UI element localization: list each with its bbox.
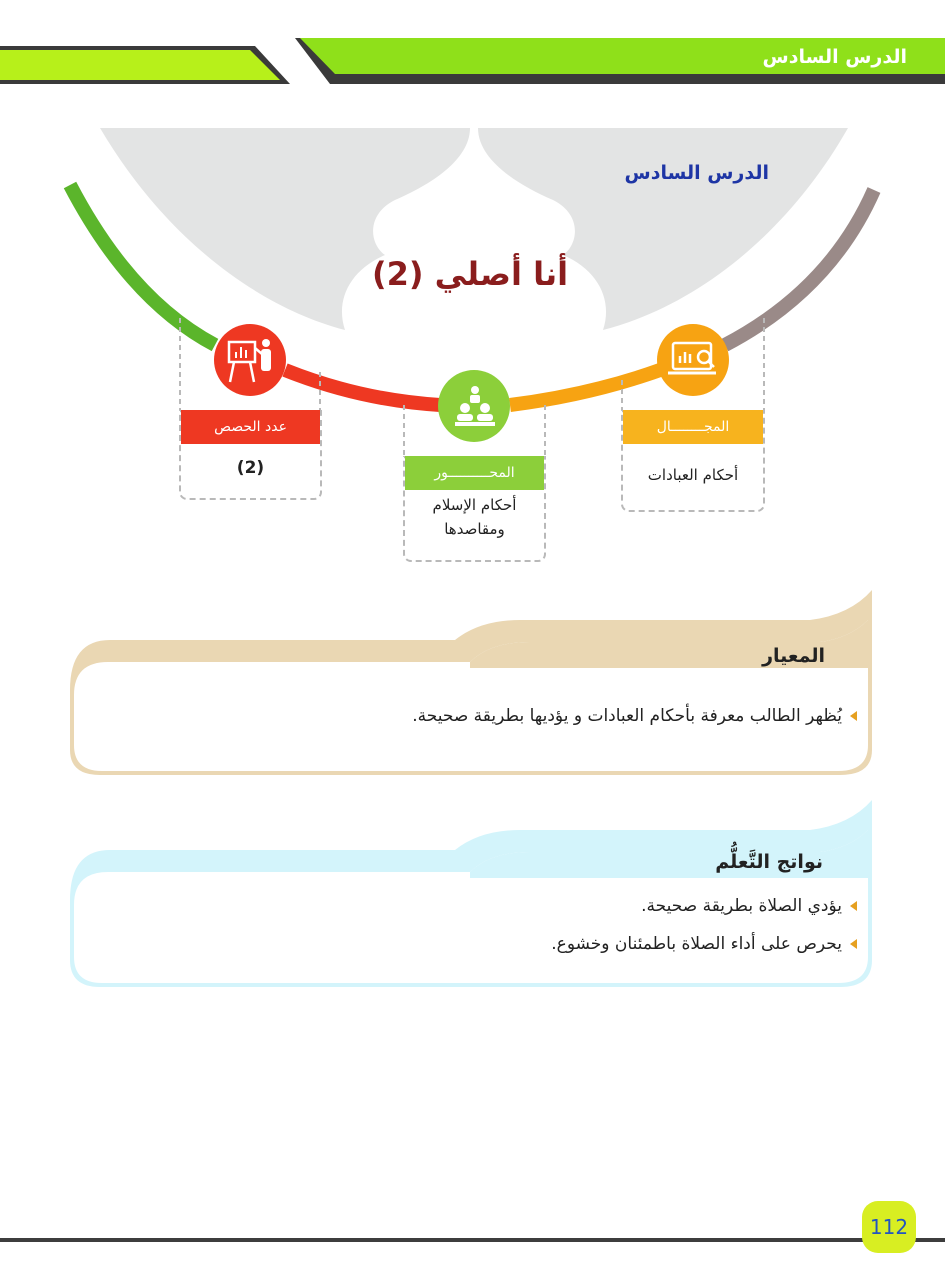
axis-value-line2: ومقاصدها [444, 520, 505, 538]
outcome-item [551, 934, 857, 954]
presentation-icon [214, 324, 286, 396]
sessions-value: (2) [236, 458, 265, 478]
axis-card [403, 456, 546, 562]
axis-value-line1: أحكام الإسلام [432, 496, 517, 514]
standard-item [412, 706, 857, 726]
standard-item-text: يُظهر الطالب معرفة بأحكام العبادات و يؤديها بطريقة صحيحة. [412, 706, 842, 726]
bullet-arrow-icon [850, 939, 857, 949]
outcomes-title: نواتج التَّعلُّم [715, 851, 823, 873]
domain-card [621, 410, 765, 512]
standard-section-frame [0, 580, 945, 790]
domain-value: أحكام العبادات [647, 466, 739, 484]
sessions-card [179, 410, 322, 500]
page-number: 112 [862, 1201, 916, 1253]
bullet-arrow-icon [850, 901, 857, 911]
teacher-students-icon [438, 370, 510, 442]
domain-label: المجــــــــال [623, 410, 763, 444]
outcomes-section-frame [0, 795, 945, 995]
standard-title: المعيار [762, 645, 825, 667]
axis-label: المحــــــــــور [405, 456, 544, 490]
footer-line [0, 1238, 945, 1242]
outcome-item-text: يؤدي الصلاة بطريقة صحيحة. [641, 896, 842, 916]
outcome-item-text: يحرص على أداء الصلاة باطمئنان وخشوع. [551, 934, 842, 954]
outcome-item [641, 896, 857, 916]
analytics-icon [657, 324, 729, 396]
lesson-subtitle: الدرس السادس [624, 162, 769, 184]
bullet-arrow-icon [850, 711, 857, 721]
sessions-label: عدد الحصص [181, 410, 320, 444]
lesson-title: أنا أصلي (2) [371, 255, 569, 293]
header-title: الدرس السادس [762, 46, 907, 68]
